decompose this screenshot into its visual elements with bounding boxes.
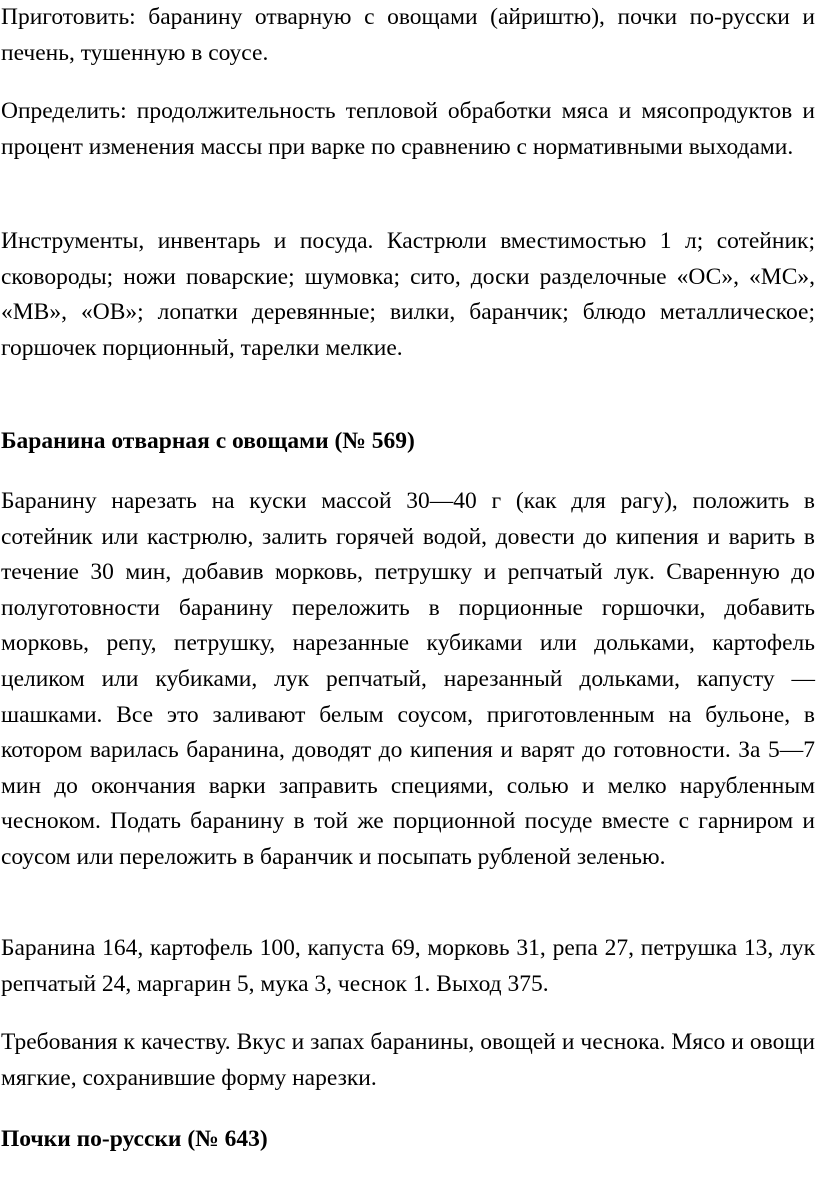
task-prepare-paragraph: Приготовить: баранину отварную с овощами (айриштю), почки по-русски и печень, тушенную в соусе. (1, 4, 815, 66)
quality-requirements-paragraph: Требования к качеству. Вкус и запах баранины, овощей и чеснока. Мясо и овощи мягкие, сохранившие форму нарезки. (1, 1029, 815, 1091)
recipe-heading-kidneys: Почки по-русски (№ 643) (1, 1126, 268, 1152)
tools-equipment-paragraph: Инструменты, инвентарь и посуда. Кастрюли вместимостью 1 л; сотейник; сковороды; ножи поварские; шумовка; сито, доски разделочные «ОС», «МС», «МВ», «ОВ»; лопатки деревянные; вилки, баранчик; блюдо металлическое; горшочек порционный, тарелки мелкие. (1, 228, 815, 361)
task-determine-paragraph: Определить: продолжительность тепловой обработки мяса и мясопродуктов и процент изменения массы при варке по сравнению с нормативными выходами. (1, 98, 815, 160)
ingredients-paragraph: Баранина 164, картофель 100, капуста 69, морковь 31, репа 27, петрушка 13, лук репчатый 24, маргарин 5, мука 3, чеснок 1. Выход 375. (1, 935, 815, 997)
recipe-method-paragraph: Баранину нарезать на куски массой 30—40 г (как для рагу), положить в сотейник или кастрюлю, залить горячей водой, довести до кипения и варить в течение 30 мин, добавив морковь, петрушку и репчатый лук. Сваренную до полуготовности баранину переложить в порционные горшочки, добавить морковь, репу, петрушку, нарезанные кубиками или дольками, картофель целиком или кубиками, лук репчатый, нарезанный дольками, капусту — шашками. Все это заливают белым соусом, приготовленным на бульоне, в котором варилась баранина, доводят до кипения и варят до готовности. За 5—7 мин до окончания варки заправить специями, солью и мелко нарубленным чесноком. Подать баранину в той же порционной посуде вместе с гарниром и соусом или переложить в баранчик и посыпать рубленой зеленью. (1, 488, 815, 870)
recipe-heading-lamb: Баранина отварная с овощами (№ 569) (1, 428, 415, 454)
